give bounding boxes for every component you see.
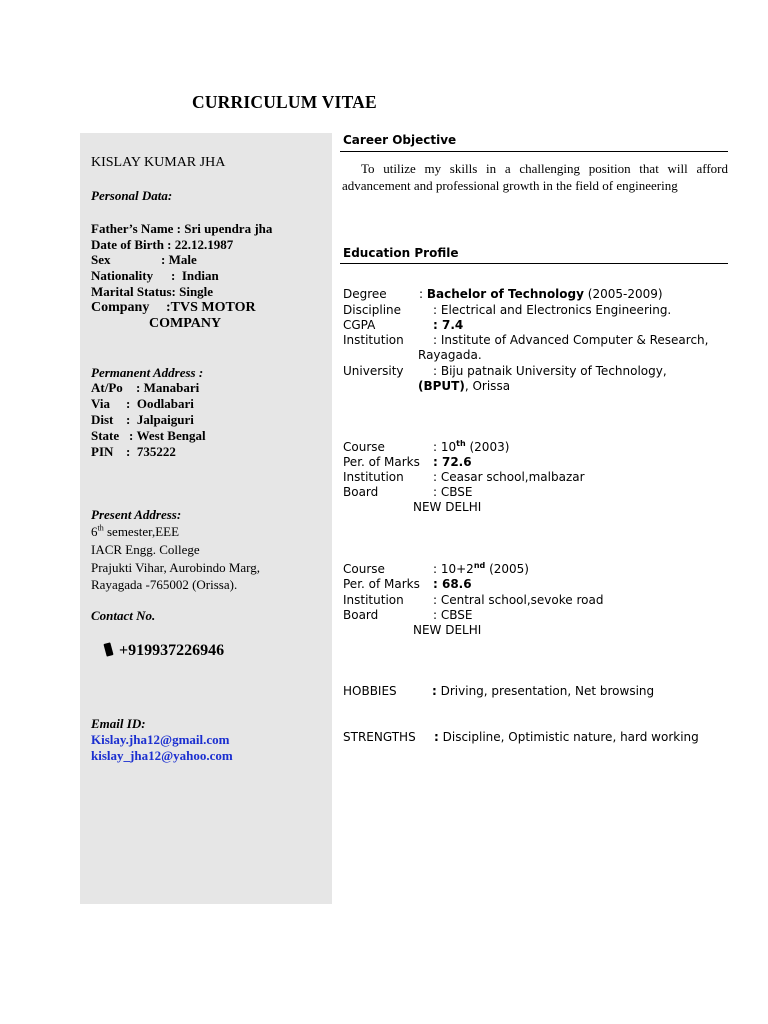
- marks-label: Per. of Marks: [343, 455, 420, 469]
- address-row: At/Po : Manabari: [91, 380, 200, 395]
- institution-value: : Institute of Advanced Computer & Research,: [433, 333, 709, 347]
- institution-label: Institution: [343, 470, 404, 484]
- address-row: Via : Oodlabari: [91, 396, 194, 411]
- university-label: University: [343, 364, 404, 378]
- institution-continued: Rayagada.: [418, 348, 482, 362]
- page-title: CURRICULUM VITAE: [192, 92, 377, 112]
- address-row: Dist : Jalpaiguri: [91, 412, 194, 427]
- personal-row: Father’s Name : Sri upendra jha: [91, 221, 273, 236]
- board-continued: NEW DELHI: [413, 623, 482, 637]
- institution-label: Institution: [343, 593, 404, 607]
- section-divider: [340, 151, 728, 152]
- phone-number: +919937226946: [119, 642, 225, 659]
- career-objective-heading: Career Objective: [343, 133, 457, 147]
- present-address-heading: Present Address:: [91, 507, 182, 522]
- institution-label: Institution: [343, 333, 404, 347]
- career-objective-text: To utilize my skills in a challenging position that will afford advancement and professional growth in the field of engineering: [342, 161, 728, 193]
- marks-label: Per. of Marks: [343, 577, 420, 591]
- personal-data-heading: Personal Data:: [91, 188, 173, 203]
- marks-value: : 72.6: [433, 455, 472, 469]
- present-semester: 6th semester,EEE: [91, 523, 180, 539]
- board-label: Board: [343, 608, 379, 622]
- personal-row: Marital Status: Single: [91, 284, 214, 299]
- present-address-line: IACR Engg. College: [91, 542, 200, 557]
- phone-number-row: [105, 642, 224, 660]
- strengths-value: : Discipline, Optimistic nature, hard working: [434, 730, 699, 744]
- university-value: : Biju patnaik University of Technology,: [433, 364, 667, 378]
- hobbies-label: HOBBIES: [343, 684, 397, 698]
- personal-row: Nationality : Indian: [91, 268, 219, 283]
- personal-row: Date of Birth : 22.12.1987: [91, 237, 234, 252]
- discipline-value: : Electrical and Electronics Engineering.: [433, 303, 672, 317]
- candidate-name: KISLAY KUMAR JHA: [91, 155, 226, 170]
- marks-value: : 68.6: [433, 577, 472, 591]
- degree-value-row: : Bachelor of Technology (2005-2009): [419, 287, 663, 301]
- discipline-label: Discipline: [343, 303, 402, 317]
- contact-heading: Contact No.: [91, 608, 156, 623]
- email-link[interactable]: Kislay.jha12@gmail.com: [91, 732, 230, 747]
- board-value: : CBSE: [433, 608, 473, 622]
- course-label: Course: [343, 440, 385, 454]
- address-row: PIN : 735222: [91, 444, 176, 459]
- board-value: : CBSE: [433, 485, 473, 499]
- course-label: Course: [343, 562, 385, 576]
- cgpa-value: : 7.4: [433, 318, 464, 332]
- section-divider: [340, 263, 728, 264]
- course-value: : 10th (2003): [433, 439, 510, 454]
- education-profile-heading: Education Profile: [343, 246, 459, 260]
- degree-label: Degree: [343, 287, 387, 301]
- permanent-address-heading: Permanent Address :: [91, 365, 204, 380]
- present-address-line: Rayagada -765002 (Orissa).: [91, 577, 238, 592]
- board-label: Board: [343, 485, 379, 499]
- email-heading: Email ID:: [91, 716, 146, 731]
- strengths-label: STRENGTHS: [343, 730, 416, 744]
- company-continued: COMPANY: [149, 316, 222, 331]
- university-continued: (BPUT), Orissa: [418, 379, 511, 393]
- hobbies-value: : Driving, presentation, Net browsing: [432, 684, 655, 698]
- cgpa-label: CGPA: [343, 318, 376, 332]
- address-row: State : West Bengal: [91, 428, 206, 443]
- personal-row: Company :TVS MOTOR: [91, 300, 256, 315]
- email-link[interactable]: kislay_jha12@yahoo.com: [91, 748, 233, 763]
- mobile-phone-icon: [103, 642, 113, 656]
- institution-value: : Central school,sevoke road: [433, 593, 604, 607]
- course-value: : 10+2nd (2005): [433, 561, 529, 576]
- institution-value: : Ceasar school,malbazar: [433, 470, 585, 484]
- personal-row: Sex : Male: [91, 252, 197, 267]
- board-continued: NEW DELHI: [413, 500, 482, 514]
- present-address-line: Prajukti Vihar, Aurobindo Marg,: [91, 560, 261, 575]
